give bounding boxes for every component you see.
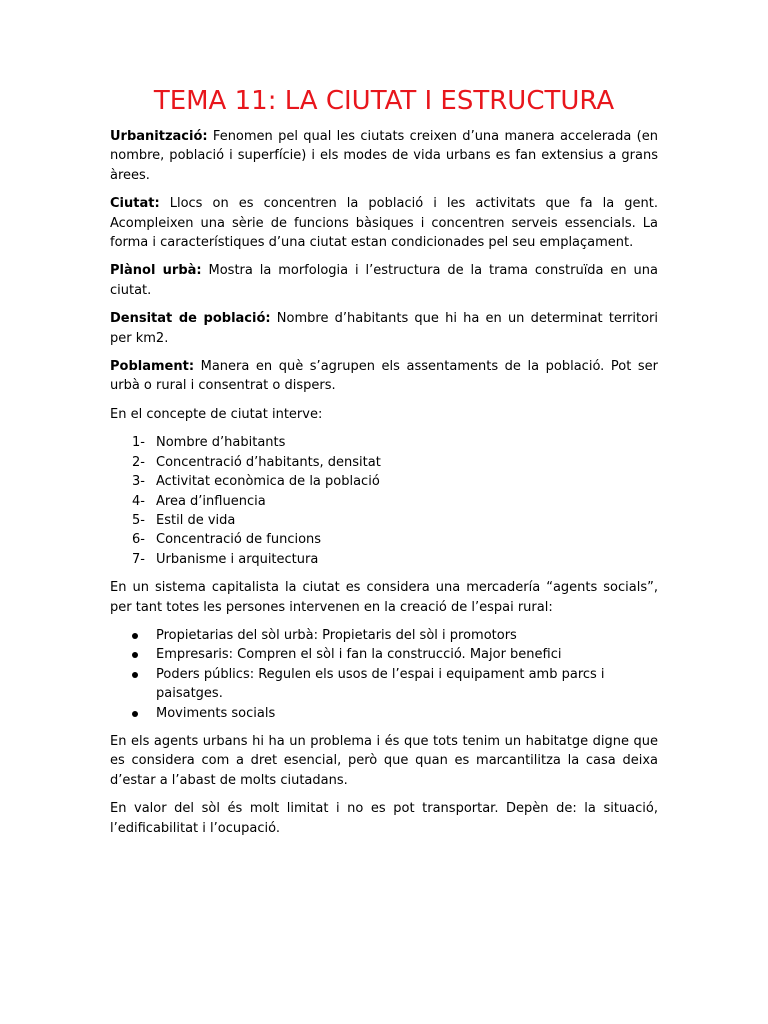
list-item bbox=[110, 530, 658, 549]
list-number: 7- bbox=[132, 551, 145, 567]
definition-densitat bbox=[110, 309, 658, 348]
factors-list bbox=[110, 433, 658, 569]
definition-text: Llocs on es concentren la població i les activitats que fa la gent. Acompleixen una sèrie de funcions bàsiques i concentren serveis essencials. La forma i característiques d’una ciutat estan condicionades pel seu emplaçament. bbox=[110, 196, 658, 251]
page-title: TEMA 11: LA CIUTAT I ESTRUCTURA bbox=[153, 86, 615, 116]
document-page bbox=[110, 82, 658, 847]
list-number: 1- bbox=[132, 435, 145, 451]
list-item-text: Concentració de funcions bbox=[156, 532, 322, 548]
definition-urbanitzacio bbox=[110, 127, 658, 185]
list-item bbox=[110, 472, 658, 491]
list-item bbox=[110, 665, 658, 704]
list-item-text: Concentració d’habitants, densitat bbox=[156, 454, 381, 470]
capitalism-paragraph: En un sistema capitalista la ciutat es considera una mercadería “agents socials”, per tant totes les persones intervenen en la creació de l’espai rural: bbox=[110, 580, 658, 615]
list-item bbox=[110, 645, 658, 664]
list-item bbox=[110, 492, 658, 511]
list-number: 3- bbox=[132, 474, 145, 490]
list-number: 4- bbox=[132, 493, 145, 509]
list-number: 6- bbox=[132, 532, 145, 548]
definition-text: Manera en què s’agrupen els assentaments de la població. Pot ser urbà o rural i consentrat o dispers. bbox=[110, 359, 658, 394]
list-item bbox=[110, 511, 658, 530]
list-item-text: Propietarias del sòl urbà: Propietaris del sòl i promotors bbox=[156, 627, 517, 643]
list-item-text: Nombre d’habitants bbox=[156, 435, 286, 451]
list-item bbox=[110, 453, 658, 472]
list-item bbox=[110, 626, 658, 645]
agents-list bbox=[110, 626, 658, 723]
definition-planol-urba bbox=[110, 261, 658, 300]
list-item bbox=[110, 433, 658, 452]
list-item-text: Activitat econòmica de la població bbox=[156, 474, 380, 490]
land-value-paragraph: En valor del sòl és molt limitat i no es pot transportar. Depèn de: la situació, l’edificabilitat i l’ocupació. bbox=[110, 801, 658, 836]
agents-problem-paragraph: En els agents urbans hi ha un problema i és que tots tenim un habitatge digne que es considera com a dret esencial, però que quan es marcantilitza la casa deixa d’estar a l’abast de molts ciutadans. bbox=[110, 733, 658, 788]
list-item bbox=[110, 704, 658, 723]
list-item-text: Poders públics: Regulen els usos de l’espai i equipament amb parcs i paisatges. bbox=[156, 666, 605, 702]
definition-term: Ciutat: bbox=[110, 196, 160, 212]
definition-term: Poblament: bbox=[110, 359, 195, 375]
definition-term: Urbanització: bbox=[110, 129, 208, 144]
list-item-text: Empresaris: Compren el sòl i fan la construcció. Major benefici bbox=[156, 647, 562, 663]
list-number: 5- bbox=[132, 512, 145, 528]
list-item bbox=[110, 550, 658, 569]
bullet-icon bbox=[132, 633, 138, 639]
definition-term: Plànol urbà: bbox=[110, 263, 202, 279]
bullet-icon bbox=[132, 711, 138, 717]
list-item-text: Moviments socials bbox=[156, 705, 276, 721]
list-item-text: Estil de vida bbox=[156, 512, 236, 528]
definition-text: Fenomen pel qual les ciutats creixen d’una manera accelerada (en nombre, població i superfície) i els modes de vida urbans es fan extensius a grans àrees. bbox=[110, 129, 658, 183]
list-item-text: Area d’influencia bbox=[156, 493, 266, 509]
definition-ciutat bbox=[110, 194, 658, 252]
list-number: 2- bbox=[132, 454, 145, 470]
list-item-text: Urbanisme i arquitectura bbox=[156, 551, 319, 567]
concept-intro: En el concepte de ciutat interve: bbox=[110, 406, 323, 422]
definition-text: Mostra la morfologia i l’estructura de la trama construïda en una ciutat. bbox=[110, 263, 658, 298]
definition-term: Densitat de població: bbox=[110, 311, 271, 327]
definition-poblament bbox=[110, 357, 658, 396]
definition-text: Nombre d’habitants que hi ha en un determinat territori per km2. bbox=[110, 311, 659, 346]
bullet-icon bbox=[132, 652, 138, 658]
bullet-icon bbox=[132, 672, 138, 678]
